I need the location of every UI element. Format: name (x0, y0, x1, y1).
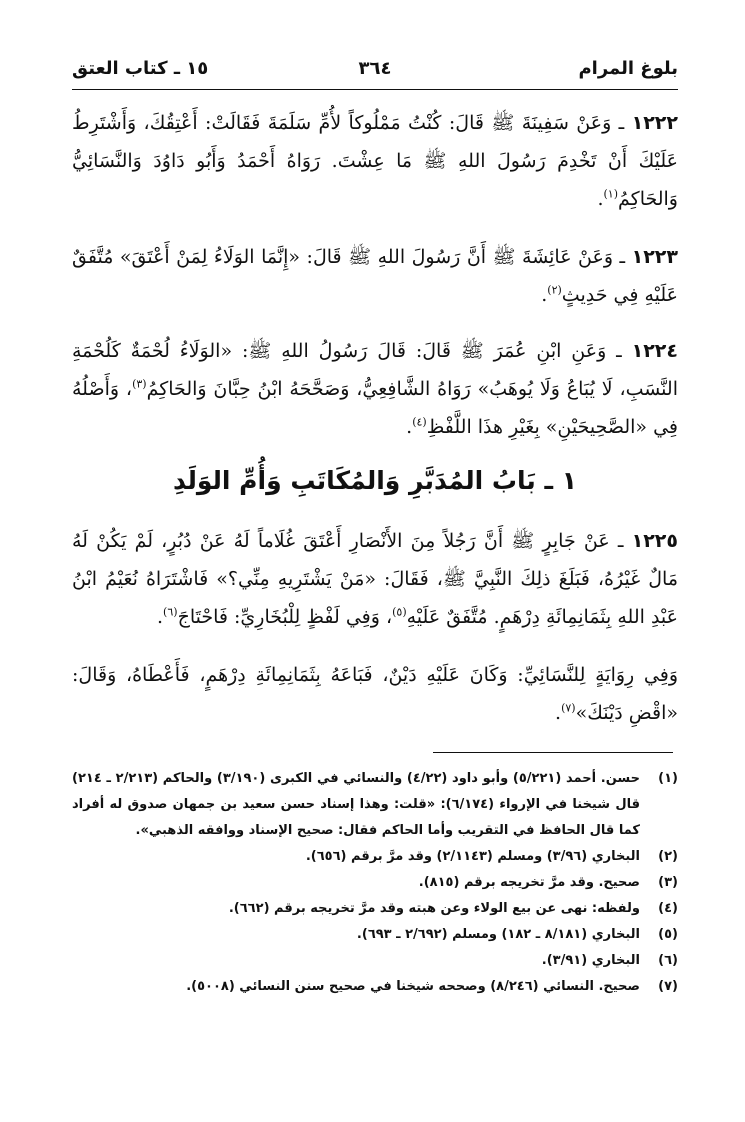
footnote-text: صحيح. النسائي (٨/٢٤٦) وصححه شيخنا في صحيح سنن النسائي (٥٠٠٨). (186, 979, 640, 994)
footnote-number: (٢) (658, 849, 678, 864)
footnote-separator (433, 752, 673, 753)
footnote-ref: (١) (603, 187, 618, 201)
header-rule (72, 89, 678, 90)
footnote-ref: (٤) (412, 415, 427, 429)
footnote-text: صحيح. وقد مرَّ تخريجه برقم (٨١٥). (418, 875, 640, 890)
footnote-number: (٧) (658, 979, 678, 994)
footnote (72, 844, 678, 870)
hadith-number: ١٢٢٣ (631, 246, 678, 268)
footnote (72, 766, 678, 844)
riwaya-text: وَفِي رِوَايَةٍ لِلنَّسَائِيِّ: وَكَانَ عَلَيْهِ دَيْنٌ، فَبَاعَهُ بِثَمَانِمِائَةِ دِرْهَمٍ، فَأَعْطَاهُ، وَقَالَ: «اقْضِ دَيْنَكَ» (72, 664, 678, 724)
page-number: ٣٦٤ (358, 58, 392, 79)
hadith-1223 (72, 238, 678, 314)
footnote (72, 870, 678, 896)
hadith-text-mid: ، وَفِي لَفْظٍ لِلْبُخَارِيِّ: فَاحْتَاجَ (177, 606, 393, 628)
hadith-text: ـ عَنْ جَابِرٍ ﷺ أَنَّ رَجُلاً مِنَ الأَنْصَارِ أَعْتَقَ غُلَاماً لَهُ عَنْ دُبُرٍ، لَمْ يَكُنْ لَهُ مَالٌ غَيْرُهُ، فَبَلَغَ ذلِكَ النَّبِيَّ ﷺ، فَقَالَ: «مَنْ يَشْتَرِيهِ مِنِّي؟» فَاشْتَرَاهُ نُعَيْمُ ابْنُ عَبْدِ اللهِ بِثَمَانِمِائَةِ دِرْهَمٍ. مُتَّفَقٌ عَلَيْهِ (72, 530, 678, 628)
hadith-number: ١٢٢٢ (631, 112, 678, 134)
chapter-heading: ١ ـ بَابُ المُدَبَّرِ وَالمُكَاتَبِ وَأُمِّ الوَلَدِ (173, 466, 577, 495)
hadith-number: ١٢٢٤ (631, 340, 678, 362)
footnote-number: (٤) (658, 901, 678, 916)
footnote-number: (٦) (658, 953, 678, 968)
hadith-text: ـ وَعَنْ عَائِشَةَ ﷺ أَنَّ رَسُولَ اللهِ ﷺ قَالَ: «إِنَّمَا الوَلَاءُ لِمَنْ أَعْتَقَ» مُتَّفَقٌ عَلَيْهِ فِي حَدِيثٍ (72, 246, 678, 306)
footnote (72, 948, 678, 974)
footnote-text: ولفظه: نهى عن بيع الولاء وعن هبته وقد مرَّ تخريجه برقم (٦٦٢). (228, 901, 640, 916)
hadith-tail: . (597, 188, 604, 210)
footnote-text: البخاري (٣/٩٦) ومسلم (٢/١١٤٣) وقد مرَّ برقم (٦٥٦). (305, 849, 640, 864)
hadith-tail: . (157, 606, 164, 628)
footnotes (72, 766, 678, 1000)
footnote (72, 896, 678, 922)
hadith-text: ـ وَعَنْ سَفِينَةَ ﷺ قَالَ: كُنْتُ مَمْلُوكاً لأُمِّ سَلَمَةَ فَقَالَتْ: أَعْتِقُكَ، وَأَشْتَرِطُ عَلَيْكَ أَنْ تَخْدِمَ رَسُولَ اللهِ ﷺ مَا عِشْتَ. رَوَاهُ أَحْمَدُ وَأَبُو دَاوُدَ وَالنَّسَائِيُّ وَالحَاكِمُ (72, 112, 678, 210)
footnote-ref: (٧) (561, 701, 576, 715)
hadith-text: ـ وَعَنِ ابْنِ عُمَرَ ﷺ قَالَ: قَالَ رَسُولُ اللهِ ﷺ: «الوَلَاءُ لُحْمَةٌ كَلُحْمَةِ النَّسَبِ، لَا يُبَاعُ وَلَا يُوهَبُ» رَوَاهُ الشَّافِعِيُّ، وَصَحَّحَهُ ابْنُ حِبَّانَ وَالحَاكِمُ (72, 340, 678, 400)
footnote-ref: (٣) (132, 377, 147, 391)
hadith-tail: ، وَأَصْلُهُ فِي «الصَّحِيحَيْنِ» بِغَيْرِ هذَا اللَّفْظِ (72, 378, 678, 438)
riwaya-nasai (72, 656, 678, 732)
footnote-text: البخاري (٣/٩١). (541, 953, 640, 968)
hadith-tail: . (541, 284, 548, 306)
hadith-1225 (72, 522, 678, 636)
footnote (72, 974, 678, 1000)
footnote-number: (٣) (658, 875, 678, 890)
hadith-tail: . (406, 416, 413, 438)
hadith-1222 (72, 104, 678, 218)
footnote (72, 922, 678, 948)
hadith-1224 (72, 332, 678, 446)
footnote-text: حسن. أحمد (٥/٢٢١) وأبو داود (٤/٢٢) والنسائي في الكبرى (٣/١٩٠) والحاكم (٢/٢١٣ ـ ٢١٤) قال شيخنا في الإرواء (٦/١٧٤): «قلت: وهذا إسناد حسن سعيد بن جمهان صدوق له أفراد كما قال الحافظ في التقريب وأما الحاكم فقال: صحيح الإسناد ووافقه الذهبي». (72, 771, 641, 838)
footnote-number: (٥) (658, 927, 678, 942)
chapter-title: ١٥ ـ كتاب العتق (72, 58, 209, 79)
footnote-ref: (٥) (392, 605, 407, 619)
footnote-ref: (٦) (163, 605, 178, 619)
riwaya-tail: . (555, 702, 562, 724)
footnote-ref: (٢) (547, 283, 562, 297)
running-header (72, 56, 678, 86)
book-title: بلوغ المرام (578, 58, 678, 79)
footnote-number: (١) (658, 771, 678, 786)
footnote-text: البخاري (٨/١٨١ ـ ١٨٢) ومسلم (٢/٦٩٢ ـ ٦٩٣). (356, 927, 640, 942)
hadith-number: ١٢٢٥ (631, 530, 678, 552)
